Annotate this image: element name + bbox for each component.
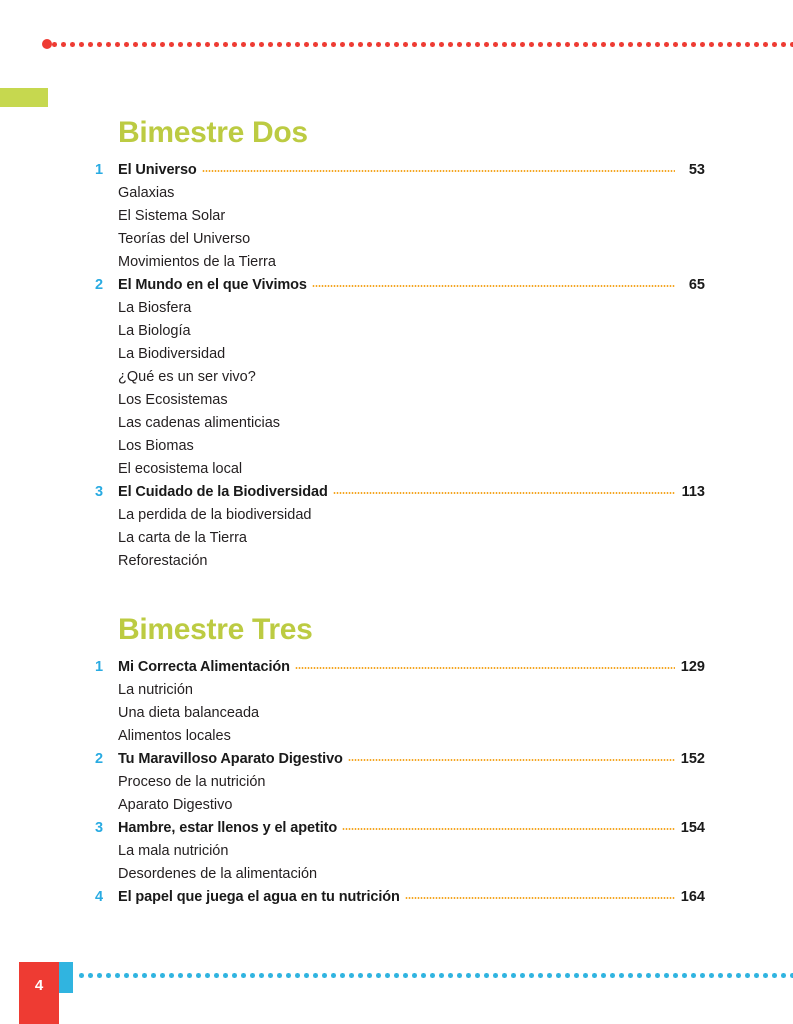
leader-dots bbox=[312, 278, 675, 287]
toc-topic-row[interactable]: Teorías del Universo bbox=[118, 231, 251, 247]
toc-topic-row[interactable]: Proceso de la nutrición bbox=[118, 774, 266, 790]
toc-section bbox=[95, 615, 705, 912]
leader-dots bbox=[295, 660, 675, 669]
toc-topic-row[interactable]: La nutrición bbox=[118, 682, 193, 698]
chapter-page-number[interactable]: 113 bbox=[681, 484, 705, 500]
toc-topic-row[interactable]: Movimientos de la Tierra bbox=[118, 254, 276, 270]
toc-topic-row[interactable]: La Biología bbox=[118, 323, 191, 339]
chapter-page-number[interactable]: 129 bbox=[680, 659, 705, 675]
toc-chapter-row[interactable] bbox=[95, 277, 705, 300]
toc-chapter-row[interactable] bbox=[95, 659, 705, 682]
chapter-title[interactable]: Hambre, estar llenos y el apetito bbox=[118, 820, 338, 836]
chapter-title[interactable]: El Mundo en el que Vivimos bbox=[118, 277, 307, 293]
chapter-title[interactable]: Mi Correcta Alimentación bbox=[118, 659, 290, 675]
toc-topic-row[interactable]: ¿Qué es un ser vivo? bbox=[118, 369, 256, 385]
toc-topic-row[interactable]: Reforestación bbox=[118, 553, 208, 569]
toc-topic-row[interactable]: La mala nutrición bbox=[118, 843, 229, 859]
toc-topic-row[interactable]: El Sistema Solar bbox=[118, 208, 226, 224]
top-rule-dotted-line bbox=[50, 42, 793, 47]
toc-chapter-row[interactable] bbox=[95, 162, 705, 185]
section-title: Bimestre Tres bbox=[118, 613, 313, 646]
chapter-number: 3 bbox=[95, 484, 104, 500]
toc-topic-row[interactable]: Las cadenas alimenticias bbox=[118, 415, 281, 431]
toc-section bbox=[95, 118, 705, 576]
toc-chapter-row[interactable] bbox=[95, 820, 705, 843]
footer-dotted-line bbox=[77, 973, 793, 978]
toc-topic-row[interactable]: Aparato Digestivo bbox=[118, 797, 233, 813]
chapter-number: 2 bbox=[95, 751, 104, 767]
toc-topic-row[interactable]: El ecosistema local bbox=[118, 461, 243, 477]
toc-topic-row[interactable]: La Biodiversidad bbox=[118, 346, 226, 362]
chapter-number: 1 bbox=[95, 162, 104, 178]
top-decorative-rule bbox=[0, 39, 793, 51]
toc-topic-row[interactable]: Galaxias bbox=[118, 185, 175, 201]
footer-cyan-block bbox=[59, 962, 73, 993]
toc-chapter-row[interactable] bbox=[95, 751, 705, 774]
leader-dots bbox=[342, 821, 675, 830]
chapter-number: 4 bbox=[95, 889, 104, 905]
chapter-title[interactable]: El Universo bbox=[118, 162, 197, 178]
leader-dots bbox=[348, 752, 675, 761]
chapter-page-number[interactable]: 152 bbox=[680, 751, 705, 767]
chapter-number: 3 bbox=[95, 820, 104, 836]
toc-topic-row[interactable]: La carta de la Tierra bbox=[118, 530, 247, 546]
leader-dots bbox=[405, 890, 675, 899]
toc-chapter-row[interactable] bbox=[95, 484, 705, 507]
toc-chapter-row[interactable] bbox=[95, 889, 705, 912]
toc-topic-row[interactable]: Desordenes de la alimentación bbox=[118, 866, 318, 882]
chapter-title[interactable]: El Cuidado de la Biodiversidad bbox=[118, 484, 328, 500]
toc-topic-row[interactable]: La perdida de la biodiversidad bbox=[118, 507, 312, 523]
chapter-page-number[interactable]: 65 bbox=[688, 277, 705, 293]
page-number: 4 bbox=[34, 977, 44, 994]
toc-topic-row[interactable]: Los Ecosistemas bbox=[118, 392, 228, 408]
chapter-page-number[interactable]: 164 bbox=[680, 889, 705, 905]
toc-topic-row[interactable]: Una dieta balanceada bbox=[118, 705, 260, 721]
toc-topic-row[interactable]: Alimentos locales bbox=[118, 728, 231, 744]
chapter-page-number[interactable]: 53 bbox=[688, 162, 705, 178]
chapter-title[interactable]: Tu Maravilloso Aparato Digestivo bbox=[118, 751, 343, 767]
chapter-number: 2 bbox=[95, 277, 104, 293]
toc-topic-row[interactable]: La Biosfera bbox=[118, 300, 192, 316]
chapter-number: 1 bbox=[95, 659, 104, 675]
corner-green-swatch bbox=[0, 88, 48, 107]
leader-dots bbox=[202, 163, 675, 172]
chapter-page-number[interactable]: 154 bbox=[680, 820, 705, 836]
section-title: Bimestre Dos bbox=[118, 116, 308, 149]
chapter-title[interactable]: El papel que juega el agua en tu nutrición bbox=[118, 889, 400, 905]
leader-dots bbox=[333, 485, 675, 494]
toc-topic-row[interactable]: Los Biomas bbox=[118, 438, 194, 454]
